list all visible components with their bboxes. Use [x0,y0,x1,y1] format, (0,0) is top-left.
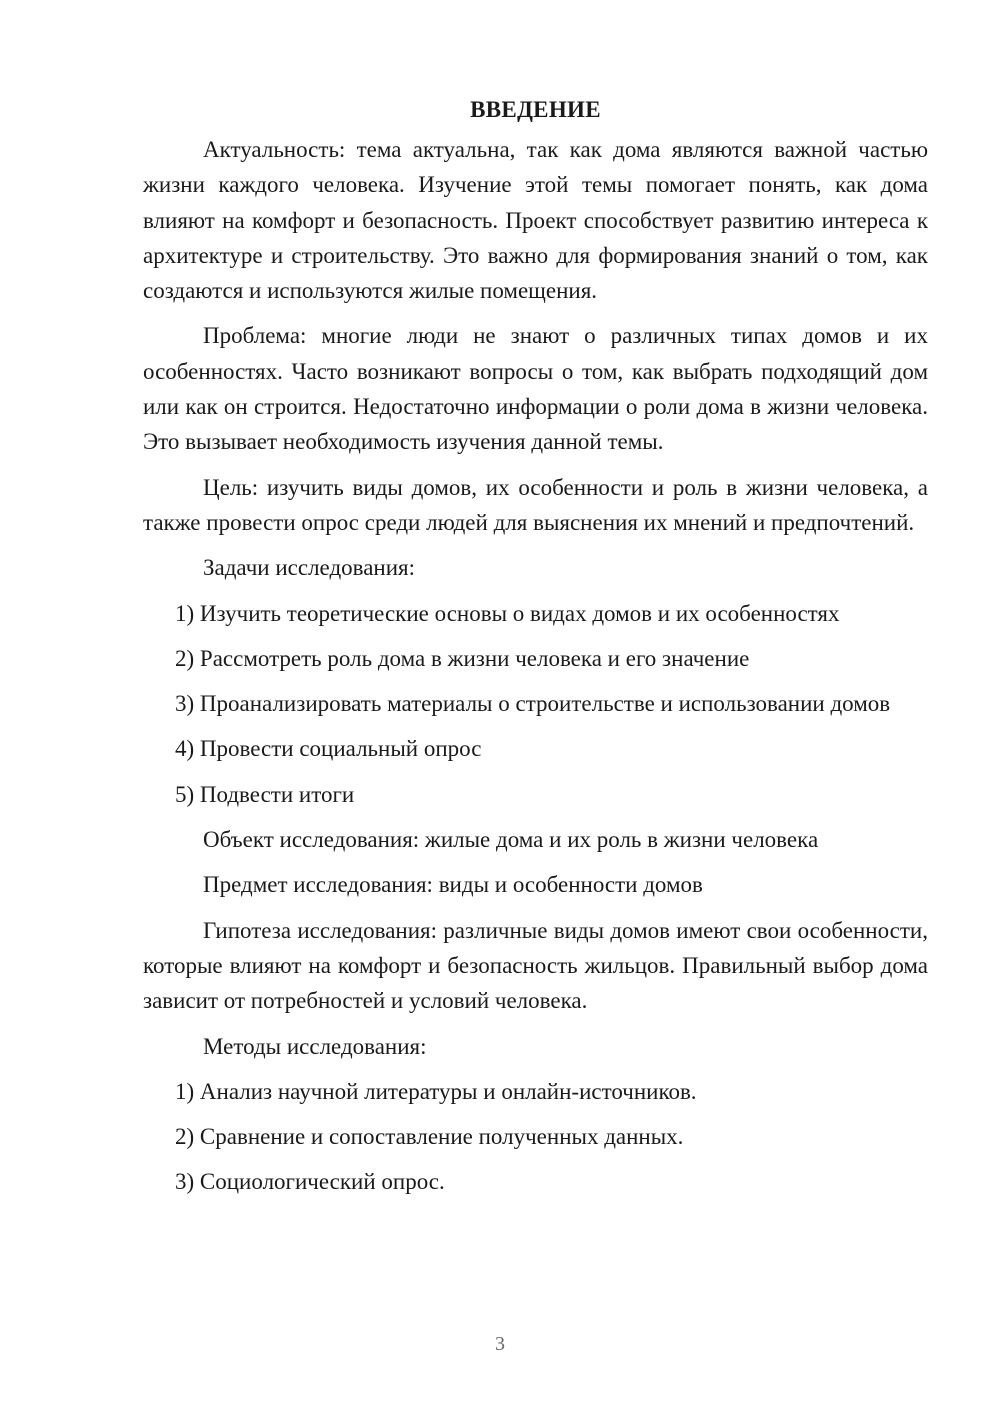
task-item: 1) Изучить теоретические основы о видах домов и их особенностях [175,600,840,626]
method-item: 2) Сравнение и сопоставление полученных данных. [175,1124,684,1150]
object-line: Объект исследования: жилые дома и их роль в жизни человека [203,827,819,853]
task-item: 3) Проанализировать материалы о строительстве и использовании домов [175,691,891,717]
task-item: 5) Подвести итоги [175,781,355,807]
hypothesis-paragraph: Гипотеза исследования: различные виды домов имеют свои особенности, которые влияют на комфорт и безопасность жильцов. Правильный выбор дома зависит от потребностей и условий человека. [143,917,928,1014]
page-title: ВВЕДЕНИЕ [470,97,601,122]
task-item: 2) Рассмотреть роль дома в жизни человека и его значение [175,645,750,671]
page-number: 3 [495,1333,505,1355]
document-page [143,92,928,1200]
problem-paragraph: Проблема: многие люди не знают о различных типах домов и их особенностях. Часто возникают вопросы о том, как выбрать подходящий дом или как он строится. Недостаточно информации о роли дома в жизни человека. Это вызывает необходимость изучения данной темы. [143,323,928,455]
task-item: 4) Провести социальный опрос [175,736,482,762]
goal-paragraph: Цель: изучить виды домов, их особенности и роль в жизни человека, а также провести опрос среди людей для выяснения их мнений и предпочтений. [143,474,928,535]
tasks-heading: Задачи исследования: [203,555,416,581]
method-item: 1) Анализ научной литературы и онлайн-источников. [175,1078,697,1104]
subject-line: Предмет исследования: виды и особенности домов [203,872,703,898]
relevance-paragraph: Актуальность: тема актуальна, так как дома являются важной частью жизни каждого человека. Изучение этой темы помогает понять, как дома влияют на комфорт и безопасность. Проект способствует развитию интереса к архитектуре и строительству. Это важно для формирования знаний о том, как создаются и используются жилые помещения. [143,137,928,304]
method-item: 3) Социологический опрос. [175,1169,445,1195]
methods-heading: Методы исследования: [203,1033,427,1059]
